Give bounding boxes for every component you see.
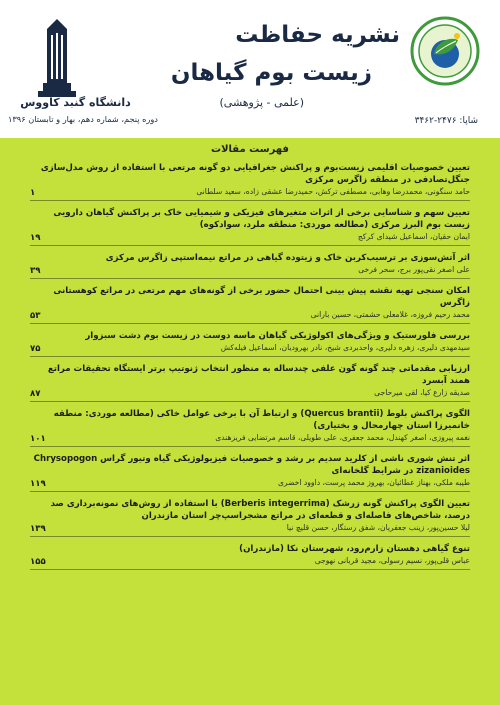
journal-subtitle: (علمی - پژوهشی) bbox=[219, 96, 304, 109]
article-page: ۵۳ bbox=[30, 311, 41, 321]
toc-entry[interactable] bbox=[30, 252, 470, 279]
toc-entry[interactable] bbox=[30, 330, 470, 357]
toc-entry[interactable] bbox=[30, 285, 470, 324]
journal-title-line1: نشریه حفاظت bbox=[235, 22, 400, 48]
article-title: بررسی فلورستیک و ویژگی‌های اکولوژیکی گیاهان ماسه دوست در زیست بوم دشت سبزوار bbox=[85, 331, 470, 341]
article-page: ۳۹ bbox=[30, 266, 41, 276]
article-page: ۱۱۹ bbox=[30, 479, 46, 489]
toc-entry[interactable] bbox=[30, 408, 470, 447]
article-title: اثر آتش‌سوزی بر ترسیب‌کربن خاک و زیتوده گیاهی در مراتع نیمه‌استپی زاگرس مرکزی bbox=[105, 253, 470, 263]
article-authors: لیلا حسین‌پور، زینب جعفریان، شفق رستگار، حسن قلیچ نیا bbox=[286, 523, 470, 532]
issue-info: دوره پنجم، شماره دهم، بهار و تابستان ۱۳۹۶ bbox=[8, 114, 158, 124]
article-authors: صدیقه زارع کیا، لقی میرحاجی bbox=[374, 388, 470, 397]
article-title: تعیین الگوی پراکنش گونه زرشک (Berberis integerrima) با استفاده از روش‌های نمونه‌برداری صد درصد، شاخص‌های فاصله‌ای و قطعه‌ای در مراتع مشجراسپ‌چر استان مازندران bbox=[50, 499, 470, 521]
journal-leaf-logo-icon bbox=[410, 16, 480, 86]
toc-entry[interactable] bbox=[30, 498, 470, 537]
article-page: ۷۵ bbox=[30, 344, 41, 354]
article-title: الگوی پراکنش بلوط (Quercus brantii) و ارتباط آن با برخی عوامل خاکی (مطالعه موردی: منطقه خانمیرزا استان چهارمحال و بختیاری) bbox=[53, 409, 470, 431]
article-title: تنوع گیاهی دهستان زارم‌رود، شهرستان نکا (مازندران) bbox=[239, 544, 470, 554]
article-title: تعیین خصوصیات اقلیمی زیست‌بوم و پراکنش جغرافیایی دو گونه مرتعی با استفاده از روش مدل‌سازی جنگل‌تصادفی در منطقه زاگرس مرکزی bbox=[40, 163, 470, 185]
journal-title-line2: زیست بوم گیاهان bbox=[170, 60, 372, 86]
university-name: دانشگاه گنبد کاووس bbox=[20, 96, 131, 109]
toc-entry[interactable] bbox=[30, 162, 470, 201]
article-authors: سیدمهدی دلیری، زهره دلیری، واحدبردی شیخ، نادر بهرودیان، اسماعیل فیله‌کش bbox=[220, 343, 470, 352]
toc-entry[interactable] bbox=[30, 207, 470, 246]
contents-heading: فهرست مقالات bbox=[211, 144, 289, 155]
toc-entry[interactable] bbox=[30, 363, 470, 402]
article-authors: ایمان حقیان، اسماعیل شیدای کرکج bbox=[357, 232, 470, 241]
article-page: ۱۵۵ bbox=[30, 557, 46, 567]
article-authors: نغمه پیروزی، اصغر کهندل، محمد جعفری، علی طویلی، قاسم مرتضایی فریزهندی bbox=[215, 433, 470, 442]
article-page: ۱۳۹ bbox=[30, 524, 46, 534]
article-authors: عباس قلی‌پور، نسیم رسولی، مجید قربانی نهوجی bbox=[314, 556, 470, 565]
article-title: تعیین سهم و شناسایی برخی از اثرات متغیرهای فیزیکی و شیمیایی خاک بر پراکنش گیاهان دارویی زیست بوم البرز مرکزی (مطالعه موردی: منطقه ملرد، سوادکوه) bbox=[53, 208, 470, 230]
toc-entry[interactable] bbox=[30, 453, 470, 492]
table-of-contents bbox=[30, 162, 470, 576]
article-title: اثر تنش شوری ناشی از کلرید سدیم بر رشد و خصوصیات فیزیولوژیکی گیاه وتیور گراس Chrysopogon zizanioides در شرایط گلخانه‌ای bbox=[33, 454, 470, 476]
article-title: امکان سنجی تهیه نقشه پیش بینی احتمال حضور برخی از گونه‌های مهم مرتعی در مراتع کوهستانی زاگرس bbox=[53, 286, 470, 308]
article-page: ۱۹ bbox=[30, 233, 41, 243]
article-page: ۸۷ bbox=[30, 389, 41, 399]
article-page: ۱ bbox=[30, 188, 36, 198]
issn-number: شاپا: ۲۴۷۶-۳۴۶۲ bbox=[414, 116, 478, 126]
article-authors: علی اصغر نقی‌پور برج، سحر فرخی bbox=[358, 265, 470, 274]
article-authors: محمد رحیم فروزه، غلامعلی حشمتی، حسین بارانی bbox=[310, 310, 470, 319]
article-page: ۱۰۱ bbox=[30, 434, 46, 444]
article-authors: طیبه ملکی، بهناز عطائیان، بهروز محمد پرست، داوود اخضری bbox=[277, 478, 470, 487]
toc-entry[interactable] bbox=[30, 543, 470, 570]
cover-header bbox=[0, 0, 500, 138]
article-title: ارزیابی مقدماتی چند گونه گون علفی چندساله به منظور انتخاب ژنوتیپ برتر ایستگاه تحقیقات مراتع همند آبسرد bbox=[47, 364, 470, 386]
article-authors: حامد سنگونی، محمدرضا وهابی، مصطفی ترکش، حمیدرضا عشقی زاده، سعید سلطانی bbox=[196, 187, 470, 196]
